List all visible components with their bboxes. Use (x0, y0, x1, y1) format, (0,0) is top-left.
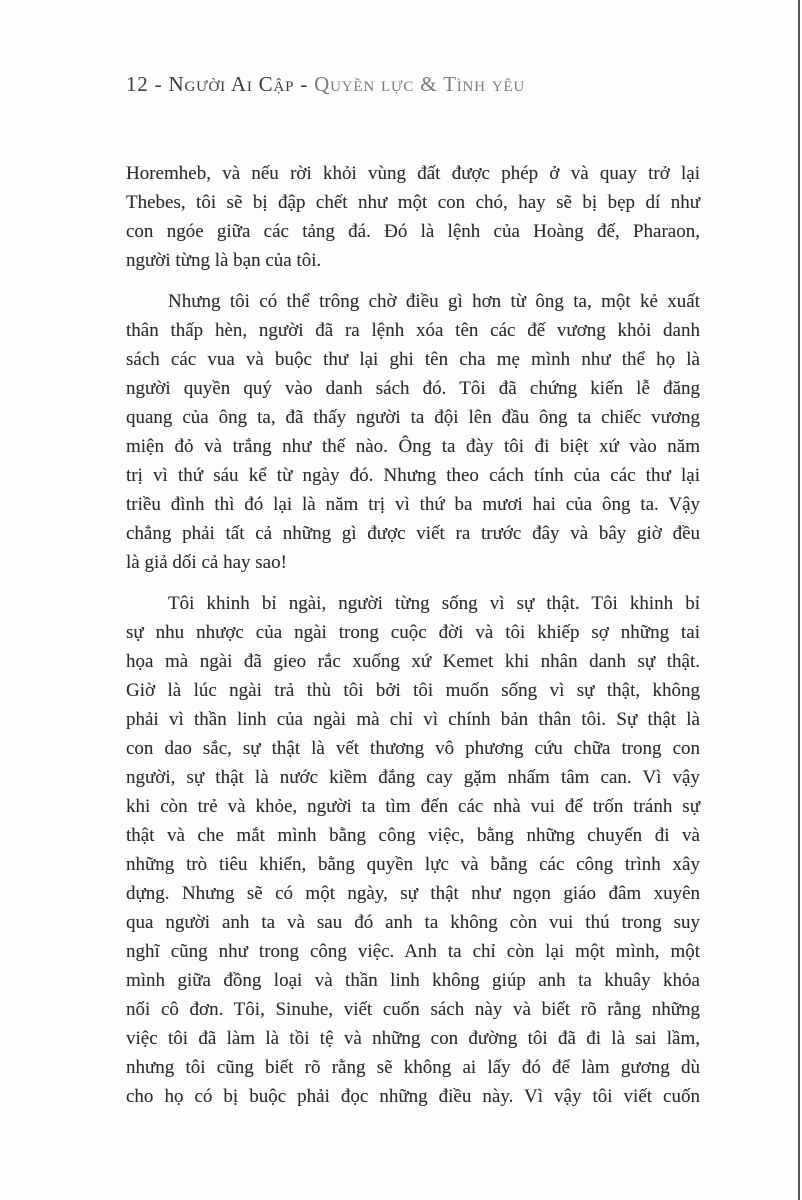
text-line: thân thấp hèn, người đã ra lệnh xóa tên các đế vương khỏi danh (126, 320, 700, 341)
text-line: triều đình thì đó lại là năm trị vì thứ ba mươi hai của ông ta. Vậy (126, 494, 700, 515)
page-edge-line (798, 0, 800, 1200)
text-line: thật và che mắt mình bằng công việc, bằng những chuyến đi và (126, 825, 700, 846)
text-line: chẳng phải tất cả những gì được viết ra trước đây và bây giờ đều (126, 523, 700, 544)
text-line: người, sự thật là nước kiềm đắng cay gặm nhấm tâm can. Vì vậy (126, 767, 700, 788)
text-line: là giả dối cả hay sao! (126, 552, 287, 573)
text-line: việc tôi đã làm là tồi tệ và những con đường tôi đã đi là sai lầm, (126, 1028, 700, 1049)
text-line: con dao sắc, sự thật là vết thương vô phương cứu chữa trong con (126, 738, 700, 759)
text-line: Giờ là lúc ngài trả thù tôi bởi tôi muốn sống vì sự thật, không (126, 680, 700, 701)
text-line: mình giữa đồng loại và thần linh không giúp anh ta khuây khỏa (126, 970, 700, 991)
paragraph (126, 287, 700, 577)
text-line: Nhưng tôi có thể trông chờ điều gì hơn từ ông ta, một kẻ xuất (168, 291, 700, 312)
text-line: cho họ có bị buộc phải đọc những điều này. Vì vậy tôi viết cuốn (126, 1086, 700, 1107)
text-line: nhưng tôi cũng biết rõ rằng sẽ không ai lấy đó để làm gương dù (126, 1057, 700, 1078)
running-header-subtitle: Quyền lực & Tình yêu (314, 72, 526, 96)
text-line: quang của ông ta, đã thấy người ta đội lên đầu ông ta chiếc vương (126, 407, 700, 428)
text-line: họa mà ngài đã gieo rắc xuống xứ Kemet khi nhân danh sự thật. (126, 651, 700, 672)
text-line: sách các vua và buộc thư lại ghi tên cha mẹ mình như thể họ là (126, 349, 700, 370)
text-line: khi còn trẻ và khỏe, người ta tìm đến các nhà vui để trốn tránh sự (126, 796, 700, 817)
text-line: miện đỏ và trắng như thế nào. Ông ta đày tôi đi biệt xứ vào năm (126, 436, 700, 457)
text-line: nổi cô đơn. Tôi, Sinuhe, viết cuốn sách này và biết rõ rằng những (126, 999, 700, 1020)
text-line: Horemheb, và nếu rời khỏi vùng đất được phép ở và quay trở lại (126, 163, 700, 184)
text-line: con ngóe giữa các tảng đá. Đó là lệnh của Hoàng đế, Pharaon, (126, 221, 700, 242)
text-line: Thebes, tôi sẽ bị đập chết như một con chó, hay sẽ bị bẹp dí như (126, 192, 700, 213)
text-line: người quyền quý vào danh sách đó. Tôi đã chứng kiến lễ đăng (126, 378, 700, 399)
paragraph (126, 589, 700, 1111)
text-line: trị vì thứ sáu kể từ ngày đó. Nhưng theo cách tính của các thư lại (126, 465, 700, 486)
text-line: những trò tiêu khiển, bằng quyền lực và bằng các công trình xây (126, 854, 700, 875)
running-header-page-number-and-book-title: 12 - Người Ai Cập - (126, 72, 315, 96)
text-line: Tôi khinh bỉ ngài, người từng sống vì sự thật. Tôi khinh bỉ (168, 593, 700, 614)
running-header (126, 72, 525, 97)
text-line: nghĩ cũng như trong công việc. Anh ta chỉ còn lại một mình, một (126, 941, 700, 962)
text-line: phải vì thần linh của ngài mà chỉ vì chính bản thân tôi. Sự thật là (126, 709, 700, 730)
paragraph (126, 159, 700, 275)
page-body-text (126, 159, 700, 1123)
text-line: qua người anh ta và sau đó anh ta không còn vui thú trong suy (126, 912, 700, 933)
text-line: người từng là bạn của tôi. (126, 250, 322, 271)
text-line: sự nhu nhược của ngài trong cuộc đời và tôi khiếp sợ những tai (126, 622, 700, 643)
text-line: dựng. Nhưng sẽ có một ngày, sự thật như ngọn giáo đâm xuyên (126, 883, 700, 904)
